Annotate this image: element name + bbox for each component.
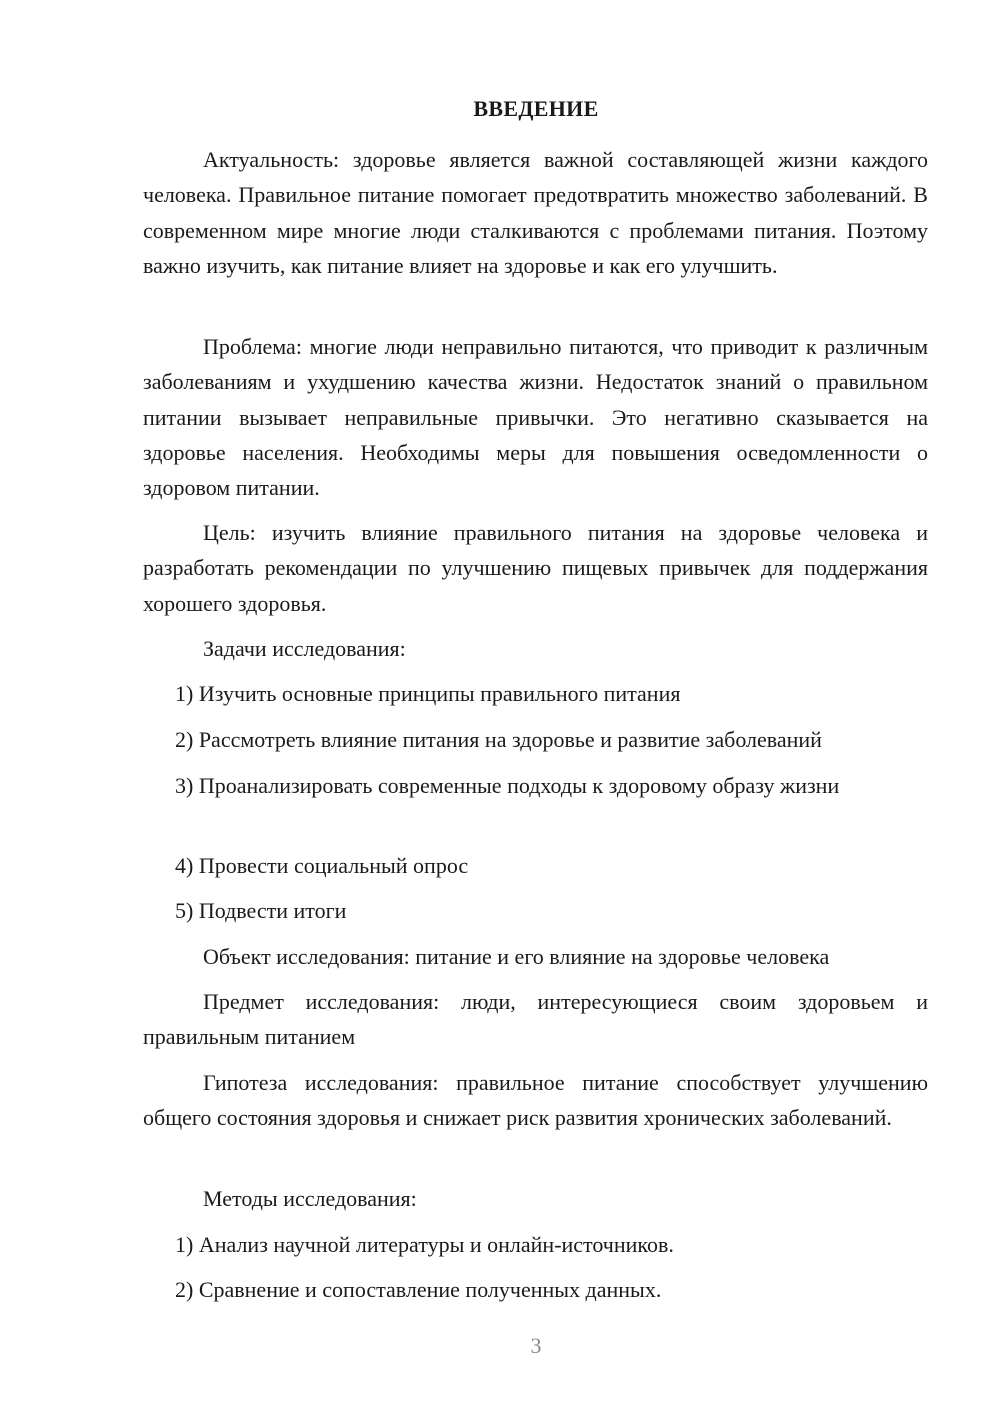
- list-item: 1) Изучить основные принципы правильного питания: [175, 681, 681, 706]
- page-title: ВВЕДЕНИЕ: [473, 96, 599, 121]
- paragraph-object: Объект исследования: питание и его влияние на здоровье человека: [203, 944, 830, 969]
- list-item: 3) Проанализировать современные подходы к здоровому образу жизни: [175, 773, 840, 798]
- list-item: 2) Сравнение и сопоставление полученных данных.: [175, 1277, 662, 1302]
- list-item: 2) Рассмотреть влияние питания на здоровье и развитие заболеваний: [175, 727, 822, 752]
- paragraph-goal: Цель: изучить влияние правильного питания на здоровье человека и разработать рекомендации по улучшению пищевых привычек для поддержания хорошего здоровья.: [143, 520, 928, 616]
- paragraph-hypothesis: Гипотеза исследования: правильное питание способствует улучшению общего состояния здоровья и снижает риск развития хронических заболеваний.: [143, 1070, 928, 1131]
- tasks-heading: Задачи исследования:: [203, 636, 406, 661]
- paragraph-relevance: Актуальность: здоровье является важной составляющей жизни каждого человека. Правильное питание помогает предотвратить множество заболеваний. В современном мире многие люди сталкиваются с проблемами питания. Поэтому важно изучить, как питание влияет на здоровье и как его улучшить.: [143, 147, 928, 278]
- methods-heading: Методы исследования:: [203, 1186, 417, 1211]
- paragraph-subject: Предмет исследования: люди, интересующиеся своим здоровьем и правильным питанием: [143, 989, 928, 1050]
- list-item: 1) Анализ научной литературы и онлайн-источников.: [175, 1232, 674, 1257]
- list-item: 4) Провести социальный опрос: [175, 853, 469, 878]
- paragraph-problem: Проблема: многие люди неправильно питаются, что приводит к различным заболеваниям и ухудшению качества жизни. Недостаток знаний о правильном питании вызывает неправильные привычки. Это негативно сказывается на здоровье населения. Необходимы меры для повышения осведомленности о здоровом питании.: [143, 334, 928, 501]
- page-number: 3: [530, 1333, 542, 1358]
- list-item: 5) Подвести итоги: [175, 898, 347, 923]
